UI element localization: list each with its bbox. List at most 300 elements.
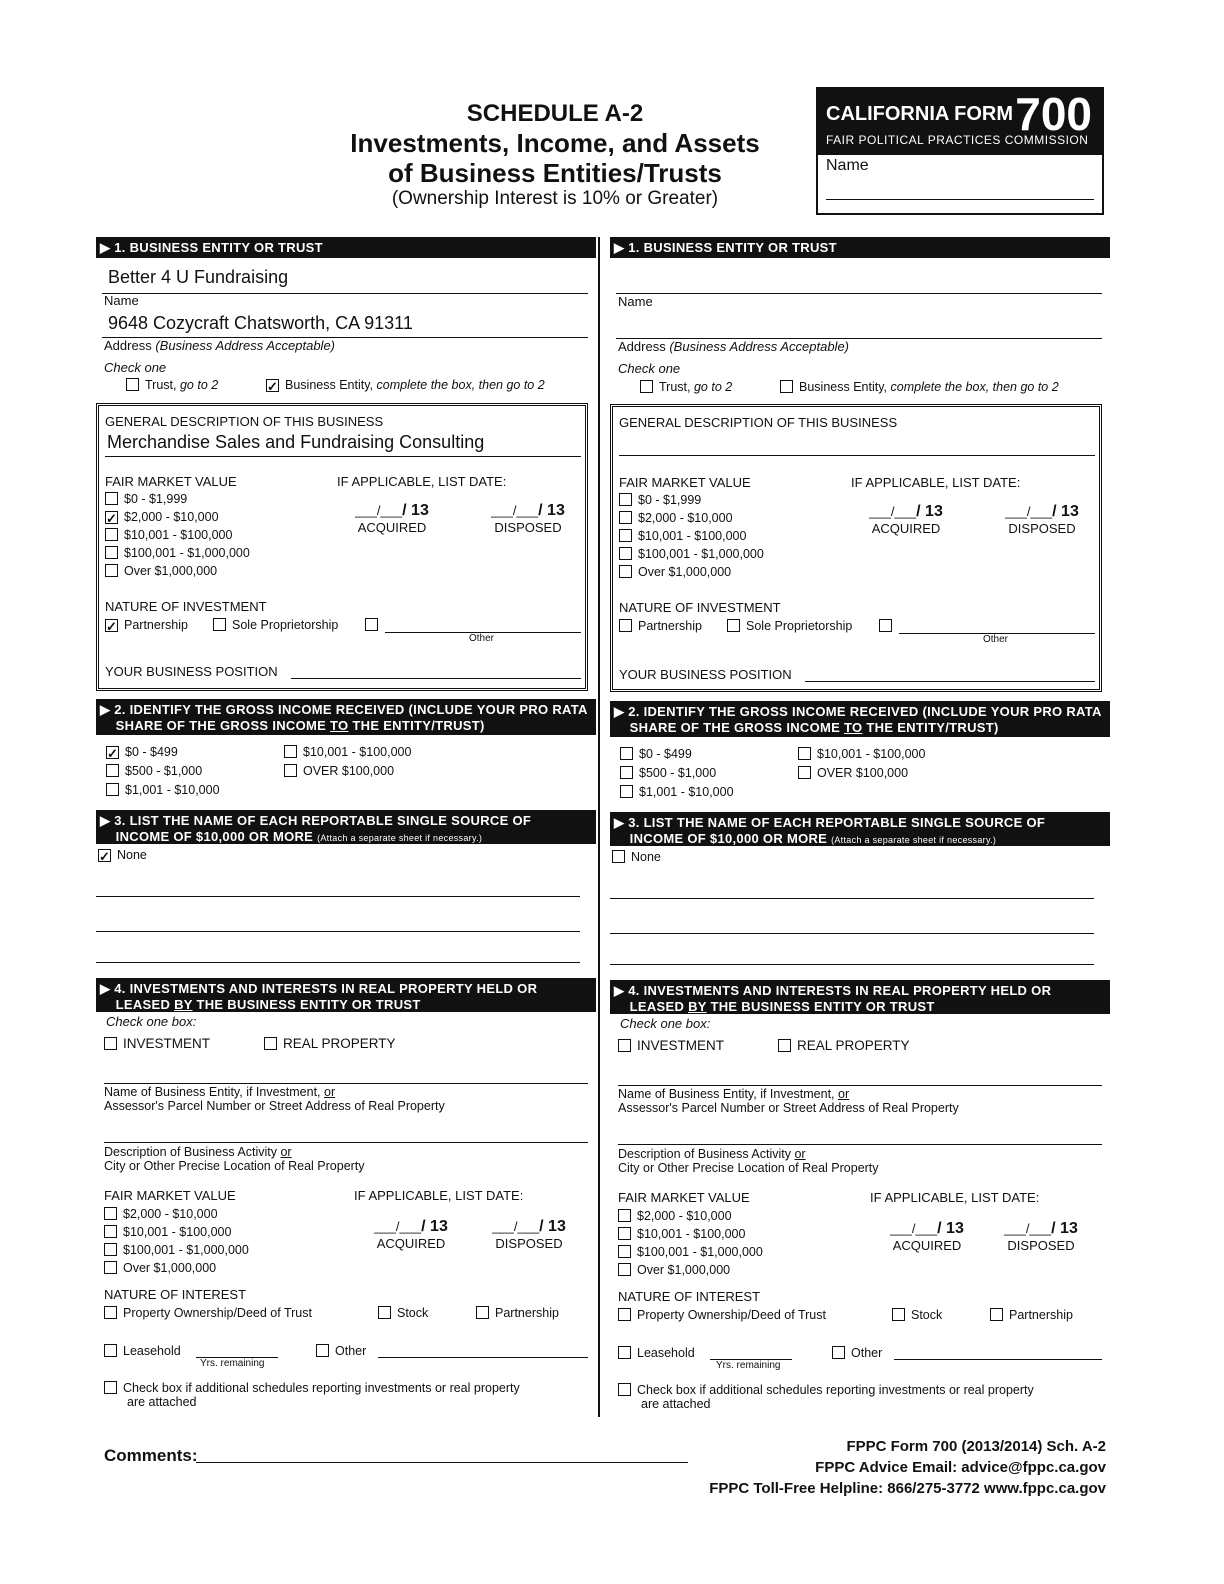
income-option-1-label: $0 - $499 xyxy=(125,745,178,759)
r-income-option-5[interactable] xyxy=(798,766,908,780)
r-stock-option[interactable] xyxy=(892,1308,942,1322)
entity-parcel-text-2: Assessor's Parcel Number or Street Address of Real Property xyxy=(104,1099,445,1113)
r-fmv-option-5-label: Over $1,000,000 xyxy=(638,565,732,579)
r-income-option-5-label: OVER $100,000 xyxy=(817,766,909,780)
additional-text-2: are attached xyxy=(127,1395,197,1409)
source-line-1[interactable] xyxy=(96,896,580,897)
acquired4-label: ACQUIRED xyxy=(376,1236,446,1251)
entity-name-label: Name xyxy=(104,293,139,308)
investment-option[interactable] xyxy=(104,1036,210,1051)
r-other-nature-option[interactable] xyxy=(879,619,898,633)
r-section-3-header xyxy=(610,812,1110,846)
entity-parcel-text-1: Name of Business Entity, if Investment, xyxy=(104,1085,321,1099)
sole-prop-label: Sole Proprietorship xyxy=(232,618,339,632)
r-fmv-option-3[interactable] xyxy=(619,529,746,543)
r-section-1-header: ▶ 1. BUSINESS ENTITY OR TRUST xyxy=(610,237,1110,258)
fmv-label: FAIR MARKET VALUE xyxy=(105,474,237,489)
r-disposed-date-blank: ___/___ xyxy=(1005,504,1053,519)
r-sec2-line-a: ▶ 2. IDENTIFY THE GROSS INCOME RECEIVED (INCLUDE YOUR PRO RATA xyxy=(614,704,1102,719)
r-fmv4-option-4-label: Over $1,000,000 xyxy=(637,1263,731,1277)
acquired4-date[interactable] xyxy=(356,1218,466,1251)
r-activity-line[interactable] xyxy=(618,1144,1102,1145)
section-2-header xyxy=(96,699,596,735)
fmv4-option-2-label: $10,001 - $100,000 xyxy=(123,1225,232,1239)
r-nature-interest-label: NATURE OF INTEREST xyxy=(618,1289,761,1304)
r-sec2-line-b: SHARE OF THE GROSS INCOME xyxy=(629,720,841,735)
business-entity-checkbox[interactable]: ✓ xyxy=(267,379,278,394)
r-property-ownership-checkbox[interactable] xyxy=(618,1308,631,1321)
fmv4-checkbox-3[interactable] xyxy=(104,1243,117,1256)
general-description-label: GENERAL DESCRIPTION OF THIS BUSINESS xyxy=(105,414,384,429)
r-entity-name-line[interactable] xyxy=(616,293,1102,294)
r-source-line-2[interactable] xyxy=(610,933,1094,934)
r-stock-checkbox[interactable] xyxy=(892,1308,905,1321)
r-property-ownership-label: Property Ownership/Deed of Trust xyxy=(637,1308,826,1322)
activity-text-2: City or Other Precise Location of Real Property xyxy=(104,1159,365,1173)
general-description-value[interactable]: Merchandise Sales and Fundraising Consulting xyxy=(107,432,485,452)
other-nature-checkbox[interactable] xyxy=(365,618,378,631)
r-sec3-line-a: ▶ 3. LIST THE NAME OF EACH REPORTABLE SINGLE SOURCE OF xyxy=(614,815,1046,830)
disposed4-year: / 13 xyxy=(539,1218,566,1235)
r-income-option-1-label: $0 - $499 xyxy=(639,747,692,761)
other4-line[interactable] xyxy=(378,1357,588,1358)
r-disposed-date[interactable] xyxy=(987,503,1097,536)
r-sec3-note: (Attach a separate sheet if necessary.) xyxy=(831,835,997,845)
fmv4-label: FAIR MARKET VALUE xyxy=(104,1188,236,1203)
r-entity-parcel-line[interactable] xyxy=(618,1085,1102,1086)
fmv4-checkbox-2[interactable] xyxy=(104,1225,117,1238)
acquired-label: ACQUIRED xyxy=(357,520,427,535)
entity-parcel-line[interactable] xyxy=(104,1083,588,1084)
r-trust-option[interactable] xyxy=(640,380,732,394)
business-entity-label: Business Entity, xyxy=(285,378,374,392)
r-disposed4-date[interactable] xyxy=(986,1220,1096,1253)
fmv-checkbox-2[interactable]: ✓ xyxy=(106,511,117,526)
property-ownership-checkbox[interactable] xyxy=(104,1306,117,1319)
acquired-year: / 13 xyxy=(402,502,429,519)
additional-text-1: Check box if additional schedules reporting investments or real property xyxy=(123,1381,520,1395)
r-list-date4-label: IF APPLICABLE, LIST DATE: xyxy=(870,1190,1040,1205)
r-fmv4-checkbox-1[interactable] xyxy=(618,1209,631,1222)
r-income-option-4[interactable] xyxy=(798,747,925,761)
disposed4-date[interactable] xyxy=(474,1218,584,1251)
r-business-entity-note: complete the box, then go to 2 xyxy=(890,380,1059,394)
additional-checkbox[interactable] xyxy=(104,1381,117,1394)
r-partnership-option[interactable] xyxy=(619,619,702,633)
income-checkbox-5[interactable] xyxy=(284,764,297,777)
r-acquired4-date[interactable] xyxy=(872,1220,982,1253)
r-description-line[interactable] xyxy=(619,455,1095,456)
r-position-label: YOUR BUSINESS POSITION xyxy=(619,667,792,682)
r-fmv-option-2-label: $2,000 - $10,000 xyxy=(638,511,733,525)
r-activity-text-2: City or Other Precise Location of Real Property xyxy=(618,1161,879,1175)
r-disposed4-year: / 13 xyxy=(1051,1220,1078,1237)
fmv-option-2[interactable] xyxy=(105,510,219,524)
r-activity-label xyxy=(618,1147,879,1175)
r-additional-option[interactable] xyxy=(618,1383,1034,1411)
r-sec3-line-b: INCOME OF $10,000 OR MORE xyxy=(629,831,828,846)
california-form-label: CALIFORNIA FORM xyxy=(826,103,1014,125)
r-fmv-option-3-label: $10,001 - $100,000 xyxy=(638,529,747,543)
r-fmv-option-5[interactable] xyxy=(619,565,731,579)
r-acquired-date[interactable] xyxy=(851,503,961,536)
activity-line[interactable] xyxy=(104,1142,588,1143)
acquired-date[interactable] xyxy=(337,502,447,535)
r-section-4-header xyxy=(610,980,1110,1014)
business-entity-option[interactable] xyxy=(266,378,545,392)
income-option-3[interactable] xyxy=(106,783,220,797)
sec3-note: (Attach a separate sheet if necessary.) xyxy=(317,833,483,843)
entity-address-value[interactable]: 9648 Cozycraft Chatsworth, CA 91311 xyxy=(108,313,413,333)
r-business-entity-option[interactable] xyxy=(780,380,1059,394)
description-line xyxy=(105,456,581,457)
fmv4-option-1-label: $2,000 - $10,000 xyxy=(123,1207,218,1221)
r-sec2-to: TO xyxy=(844,720,863,735)
none-option[interactable] xyxy=(98,848,147,862)
position-label: YOUR BUSINESS POSITION xyxy=(105,664,278,679)
trust-label: Trust, xyxy=(145,378,177,392)
r-partnership-checkbox[interactable] xyxy=(619,619,632,632)
r-check-one-label: Check one xyxy=(618,361,681,376)
r-entity-parcel-or: or xyxy=(838,1087,850,1101)
income-option-2[interactable] xyxy=(106,764,202,778)
r-income-checkbox-5[interactable] xyxy=(798,766,811,779)
trust-note: go to 2 xyxy=(179,378,219,392)
activity-label xyxy=(104,1145,365,1173)
r-section-2-header xyxy=(610,701,1110,737)
r-fmv4-checkbox-2[interactable] xyxy=(618,1227,631,1240)
fmv4-checkbox-4[interactable] xyxy=(104,1261,117,1274)
fmv-option-3[interactable] xyxy=(105,528,232,542)
title-line-2: of Business Entities/Trusts xyxy=(388,158,722,188)
r-fmv-option-2[interactable] xyxy=(619,511,733,525)
r-disposed4-date-blank: ___/___ xyxy=(1004,1221,1052,1236)
r-sec4-by: BY xyxy=(688,999,707,1014)
r-fmv-checkbox-2[interactable] xyxy=(619,511,632,524)
r-income-option-3-label: $1,001 - $10,000 xyxy=(639,785,734,799)
entity-parcel-or: or xyxy=(324,1085,336,1099)
r-other4-line[interactable] xyxy=(894,1359,1102,1360)
stock-checkbox[interactable] xyxy=(378,1306,391,1319)
footer-form-id: FPPC Form 700 (2013/2014) Sch. A-2 xyxy=(846,1438,1106,1455)
fmv4-checkbox-1[interactable] xyxy=(104,1207,117,1220)
position-line[interactable] xyxy=(291,678,581,679)
title-subtitle: (Ownership Interest is 10% or Greater) xyxy=(391,188,719,209)
schedule-title xyxy=(300,100,810,210)
sec2-to: TO xyxy=(330,718,349,733)
sec2-line-c: THE ENTITY/TRUST) xyxy=(352,718,485,733)
r-investment-label: INVESTMENT xyxy=(637,1038,725,1053)
r-property-ownership-option[interactable] xyxy=(618,1308,826,1322)
r-entity-parcel-text-2: Assessor's Parcel Number or Street Address of Real Property xyxy=(618,1101,959,1115)
r-disposed4-label: DISPOSED xyxy=(1007,1238,1075,1253)
other-nature-option[interactable] xyxy=(365,618,384,632)
none-checkbox[interactable]: ✓ xyxy=(99,849,110,864)
r-disposed-label: DISPOSED xyxy=(1008,521,1076,536)
fmv-checkbox-4[interactable] xyxy=(105,546,118,559)
r-sec4-line-b: THE BUSINESS ENTITY OR TRUST xyxy=(710,999,935,1014)
r-partnership4-checkbox[interactable] xyxy=(990,1308,1003,1321)
r-none-option[interactable] xyxy=(612,850,661,864)
right-column xyxy=(610,237,1112,1417)
fmv4-option-4[interactable] xyxy=(104,1261,216,1275)
r-fmv4-option-3-label: $100,001 - $1,000,000 xyxy=(637,1245,763,1259)
comments-label: Comments: xyxy=(104,1446,198,1465)
r-partnership4-option[interactable] xyxy=(990,1308,1073,1322)
r-fmv-checkbox-5[interactable] xyxy=(619,565,632,578)
sec4-line-b: THE BUSINESS ENTITY OR TRUST xyxy=(196,997,421,1012)
r-acquired-label: ACQUIRED xyxy=(871,521,941,536)
r-entity-address-label xyxy=(618,339,849,354)
income-option-5[interactable] xyxy=(284,764,394,778)
title-line-1: Investments, Income, and Assets xyxy=(350,128,760,158)
disposed-date[interactable] xyxy=(473,502,583,535)
r-yrs-remaining-label: Yrs. remaining xyxy=(716,1360,781,1371)
r-other-nature-checkbox[interactable] xyxy=(879,619,892,632)
r-fmv-option-1[interactable] xyxy=(619,493,701,507)
form-number: 700 xyxy=(1015,88,1092,140)
filer-name-field[interactable] xyxy=(826,199,1094,200)
section-3-header xyxy=(96,810,596,844)
disposed4-label: DISPOSED xyxy=(495,1236,563,1251)
fmv-option-4[interactable] xyxy=(105,546,250,560)
disposed-date-blank: ___/___ xyxy=(491,503,539,518)
r-other-nature-label: Other xyxy=(983,634,1009,645)
income-checkbox-2[interactable] xyxy=(106,764,119,777)
r-fmv4-option-4[interactable] xyxy=(618,1263,730,1277)
fmv4-option-3[interactable] xyxy=(104,1243,249,1257)
r-none-checkbox[interactable] xyxy=(612,850,625,863)
r-disposed-year: / 13 xyxy=(1052,503,1079,520)
r-entity-name-label: Name xyxy=(618,294,653,309)
r-fmv4-checkbox-3[interactable] xyxy=(618,1245,631,1258)
investment-label: INVESTMENT xyxy=(123,1036,211,1051)
income-option-5-label: OVER $100,000 xyxy=(303,764,395,778)
fmv4-option-2[interactable] xyxy=(104,1225,231,1239)
entity-parcel-label xyxy=(104,1085,445,1113)
r-investment-checkbox[interactable] xyxy=(618,1039,631,1052)
r-income-option-4-label: $10,001 - $100,000 xyxy=(817,747,926,761)
stock-label: Stock xyxy=(397,1306,429,1320)
real-property-option[interactable] xyxy=(264,1036,396,1051)
r-acquired4-year: / 13 xyxy=(937,1220,964,1237)
acquired-date-blank: ___/___ xyxy=(355,503,403,518)
address-note: (Business Address Acceptable) xyxy=(155,338,336,353)
property-ownership-label: Property Ownership/Deed of Trust xyxy=(123,1306,312,1320)
footer-helpline: FPPC Toll-Free Helpline: 866/275-3772 www.fppc.ca.gov xyxy=(709,1480,1106,1497)
r-general-description-label: GENERAL DESCRIPTION OF THIS BUSINESS xyxy=(619,415,898,430)
r-income-checkbox-4[interactable] xyxy=(798,747,811,760)
r-fmv-checkbox-1[interactable] xyxy=(619,493,632,506)
income-option-1[interactable] xyxy=(106,745,178,759)
stock-option[interactable] xyxy=(378,1306,428,1320)
leasehold-checkbox[interactable] xyxy=(104,1344,117,1357)
activity-text-1: Description of Business Activity xyxy=(104,1145,277,1159)
r-business-entity-checkbox[interactable] xyxy=(780,380,793,393)
r-acquired4-label: ACQUIRED xyxy=(892,1238,962,1253)
entity-name-value[interactable]: Better 4 U Fundraising xyxy=(108,267,289,287)
r-list-date-label: IF APPLICABLE, LIST DATE: xyxy=(851,475,1021,490)
r-leasehold-checkbox[interactable] xyxy=(618,1346,631,1359)
investment-checkbox[interactable] xyxy=(104,1037,117,1050)
other4-label: Other xyxy=(335,1344,367,1358)
r-real-property-option[interactable] xyxy=(778,1038,910,1053)
r-source-line-1[interactable] xyxy=(610,898,1094,899)
business-entity-note: complete the box, then go to 2 xyxy=(376,378,545,392)
r-fmv4-option-1-label: $2,000 - $10,000 xyxy=(637,1209,732,1223)
sec4-line-a: ▶ 4. INVESTMENTS AND INTERESTS IN REAL PROPERTY HELD OR xyxy=(100,981,538,996)
r-nature-label: NATURE OF INVESTMENT xyxy=(619,600,781,615)
r-sec4-line-a: ▶ 4. INVESTMENTS AND INTERESTS IN REAL PROPERTY HELD OR xyxy=(614,983,1052,998)
r-leasehold-label: Leasehold xyxy=(637,1346,695,1360)
income-option-2-label: $500 - $1,000 xyxy=(125,764,203,778)
fmv4-option-1[interactable] xyxy=(104,1207,218,1221)
income-checkbox-3[interactable] xyxy=(106,783,119,796)
r-partnership-label: Partnership xyxy=(638,619,702,633)
r-leasehold-option[interactable] xyxy=(618,1346,695,1360)
trust-checkbox[interactable] xyxy=(126,378,139,391)
activity-or: or xyxy=(280,1145,292,1159)
r-activity-or: or xyxy=(794,1147,806,1161)
fmv-option-3-label: $10,001 - $100,000 xyxy=(124,528,233,542)
income-option-3-label: $1,001 - $10,000 xyxy=(125,783,220,797)
r-income-checkbox-2[interactable] xyxy=(620,766,633,779)
sec4-by: BY xyxy=(174,997,193,1012)
r-real-property-checkbox[interactable] xyxy=(778,1039,791,1052)
partnership4-label: Partnership xyxy=(495,1306,559,1320)
leasehold-label: Leasehold xyxy=(123,1344,181,1358)
r-check-one-box-label: Check one box: xyxy=(620,1016,711,1031)
leasehold-option[interactable] xyxy=(104,1344,181,1358)
fmv-option-4-label: $100,001 - $1,000,000 xyxy=(124,546,250,560)
acquired4-year: / 13 xyxy=(421,1218,448,1235)
r-fmv-option-1-label: $0 - $1,999 xyxy=(638,493,702,507)
fmv-checkbox-5[interactable] xyxy=(105,564,118,577)
address-label-text: Address xyxy=(104,338,152,353)
partnership-checkbox[interactable]: ✓ xyxy=(106,619,117,634)
additional-option[interactable] xyxy=(104,1381,520,1409)
income-checkbox-1[interactable]: ✓ xyxy=(107,746,118,761)
r-fmv4-checkbox-4[interactable] xyxy=(618,1263,631,1276)
check-one-label: Check one xyxy=(104,360,167,375)
fmv4-option-3-label: $100,001 - $1,000,000 xyxy=(123,1243,249,1257)
commission-label: FAIR POLITICAL PRACTICES COMMISSION xyxy=(826,133,1089,147)
r-investment-option[interactable] xyxy=(618,1038,724,1053)
r-address-label-text: Address xyxy=(618,339,666,354)
real-property-label: REAL PROPERTY xyxy=(283,1036,396,1051)
disposed-label: DISPOSED xyxy=(494,520,562,535)
r-fmv4-label: FAIR MARKET VALUE xyxy=(618,1190,750,1205)
r-fmv4-option-2-label: $10,001 - $100,000 xyxy=(637,1227,746,1241)
r-fmv-checkbox-4[interactable] xyxy=(619,547,632,560)
r-fmv-label: FAIR MARKET VALUE xyxy=(619,475,751,490)
partnership-option[interactable] xyxy=(105,618,188,632)
sec3-line-b: INCOME OF $10,000 OR MORE xyxy=(115,829,314,844)
r-entity-parcel-text-1: Name of Business Entity, if Investment, xyxy=(618,1087,835,1101)
fmv-option-5-label: Over $1,000,000 xyxy=(124,564,218,578)
r-income-option-2[interactable] xyxy=(620,766,716,780)
fmv-option-1-label: $0 - $1,999 xyxy=(124,492,188,506)
r-fmv-checkbox-3[interactable] xyxy=(619,529,632,542)
disposed4-date-blank: ___/___ xyxy=(492,1219,540,1234)
partnership-label: Partnership xyxy=(124,618,188,632)
r-additional-text-1: Check box if additional schedules reporting investments or real property xyxy=(637,1383,1034,1397)
entity-name-line xyxy=(102,293,588,294)
r-position-line[interactable] xyxy=(805,681,1095,682)
r-sole-prop-checkbox[interactable] xyxy=(727,619,740,632)
sec4-leased: LEASED xyxy=(115,997,171,1012)
r-real-property-label: REAL PROPERTY xyxy=(797,1038,910,1053)
partnership4-option[interactable] xyxy=(476,1306,559,1320)
sole-prop-checkbox[interactable] xyxy=(213,618,226,631)
r-income-checkbox-3[interactable] xyxy=(620,785,633,798)
r-income-option-1[interactable] xyxy=(620,747,692,761)
trust-option[interactable] xyxy=(126,378,218,392)
income-option-4-label: $10,001 - $100,000 xyxy=(303,745,412,759)
r-business-description-box xyxy=(610,404,1102,692)
fmv-option-2-label: $2,000 - $10,000 xyxy=(124,510,219,524)
r-income-option-3[interactable] xyxy=(620,785,734,799)
r-address-note: (Business Address Acceptable) xyxy=(669,339,850,354)
fmv-option-5[interactable] xyxy=(105,564,217,578)
acquired4-date-blank: ___/___ xyxy=(374,1219,422,1234)
source-line-3[interactable] xyxy=(96,962,580,963)
sec2-line-b: SHARE OF THE GROSS INCOME xyxy=(115,718,327,733)
fmv4-option-4-label: Over $1,000,000 xyxy=(123,1261,217,1275)
column-divider xyxy=(598,237,600,1417)
r-none-label: None xyxy=(631,850,661,864)
source-line-2[interactable] xyxy=(96,931,580,932)
r-trust-label: Trust, xyxy=(659,380,691,394)
fmv-option-1[interactable] xyxy=(105,492,187,506)
r-partnership4-label: Partnership xyxy=(1009,1308,1073,1322)
r-fmv4-option-2[interactable] xyxy=(618,1227,745,1241)
nature-label: NATURE OF INVESTMENT xyxy=(105,599,267,614)
r-source-line-3[interactable] xyxy=(610,964,1094,965)
entity-address-label xyxy=(104,338,335,353)
income-option-4[interactable] xyxy=(284,745,411,759)
r-trust-checkbox[interactable] xyxy=(640,380,653,393)
r-acquired-year: / 13 xyxy=(916,503,943,520)
income-checkbox-4[interactable] xyxy=(284,745,297,758)
r-fmv4-option-3[interactable] xyxy=(618,1245,763,1259)
r-acquired4-date-blank: ___/___ xyxy=(890,1221,938,1236)
r-entity-parcel-label xyxy=(618,1087,959,1115)
r-sole-prop-option[interactable] xyxy=(727,619,852,633)
r-additional-checkbox[interactable] xyxy=(618,1383,631,1396)
other4-option[interactable] xyxy=(316,1344,366,1358)
form-footer xyxy=(709,1436,1106,1499)
r-acquired-date-blank: ___/___ xyxy=(869,504,917,519)
r-sec2-line-c: THE ENTITY/TRUST) xyxy=(866,720,999,735)
comments-line[interactable] xyxy=(196,1462,688,1463)
r-income-checkbox-1[interactable] xyxy=(620,747,633,760)
property-ownership-option[interactable] xyxy=(104,1306,312,1320)
disposed-year: / 13 xyxy=(538,502,565,519)
real-property-checkbox[interactable] xyxy=(264,1037,277,1050)
fmv-checkbox-3[interactable] xyxy=(105,528,118,541)
r-other4-option[interactable] xyxy=(832,1346,882,1360)
other4-checkbox[interactable] xyxy=(316,1344,329,1357)
partnership4-checkbox[interactable] xyxy=(476,1306,489,1319)
r-additional-text-2: are attached xyxy=(641,1397,711,1411)
r-other4-checkbox[interactable] xyxy=(832,1346,845,1359)
r-fmv4-option-1[interactable] xyxy=(618,1209,732,1223)
fmv-checkbox-1[interactable] xyxy=(105,492,118,505)
sole-prop-option[interactable] xyxy=(213,618,338,632)
r-fmv-option-4[interactable] xyxy=(619,547,764,561)
yrs-remaining-label: Yrs. remaining xyxy=(200,1358,265,1369)
